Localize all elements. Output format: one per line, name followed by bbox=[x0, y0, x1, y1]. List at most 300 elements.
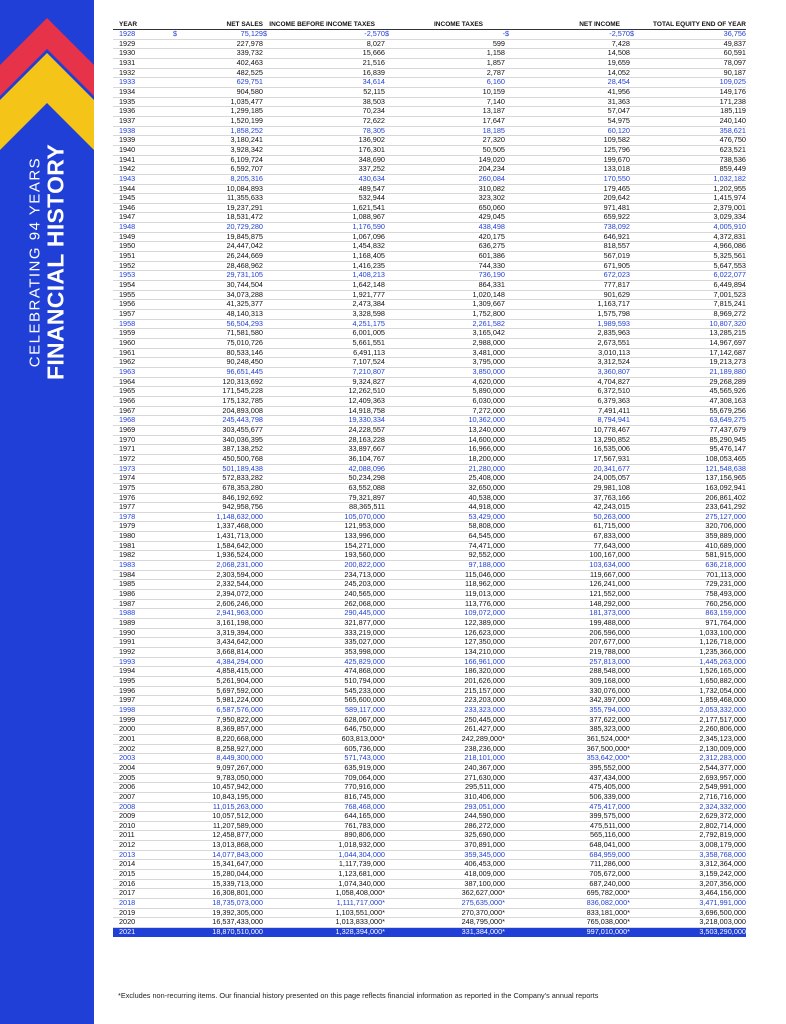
cell-income-taxes bbox=[385, 242, 505, 252]
cell-income-before-taxes bbox=[263, 107, 385, 117]
cell-value: 118,962,000 bbox=[464, 579, 505, 589]
cell-net-income bbox=[505, 358, 630, 368]
cell-value: 1,299,185 bbox=[230, 106, 263, 116]
table-row bbox=[113, 97, 746, 107]
cell-income-taxes bbox=[385, 628, 505, 638]
cell-net-income bbox=[505, 281, 630, 291]
cell-total-equity bbox=[630, 68, 746, 78]
cell-income-before-taxes bbox=[263, 165, 385, 175]
cell-value: 105,070,000 bbox=[344, 512, 385, 521]
cell-income-before-taxes bbox=[263, 821, 385, 831]
table-row bbox=[113, 223, 746, 233]
cell-value: 5,661,551 bbox=[352, 338, 385, 347]
cell-year bbox=[113, 512, 153, 522]
cell-value: 672,023 bbox=[603, 270, 630, 280]
cell-value: 2014 bbox=[119, 859, 136, 869]
cell-value: 1947 bbox=[119, 212, 136, 222]
cell-total-equity bbox=[630, 503, 746, 513]
cell-net-sales bbox=[153, 696, 263, 706]
cell-income-before-taxes bbox=[263, 908, 385, 918]
cell-net-income bbox=[505, 377, 630, 387]
cell-year bbox=[113, 744, 153, 754]
cell-value: 1,337,468,000 bbox=[216, 521, 263, 531]
table-row bbox=[113, 464, 746, 474]
cell-income-before-taxes bbox=[263, 628, 385, 638]
cell-value: 506,339,000 bbox=[589, 792, 630, 801]
cell-value: 80,533,146 bbox=[226, 348, 263, 357]
cell-value: 6,372,510 bbox=[597, 386, 630, 396]
table-row bbox=[113, 850, 746, 860]
cell-value: 6,001,005 bbox=[352, 328, 385, 338]
cell-value: 2020 bbox=[119, 917, 136, 927]
cell-net-income bbox=[505, 734, 630, 744]
cell-value: 38,503 bbox=[362, 97, 385, 106]
cell-value: 1951 bbox=[119, 251, 136, 261]
cell-income-before-taxes bbox=[263, 561, 385, 571]
cell-value: 410,689,000 bbox=[705, 541, 746, 550]
cell-value: 342,397,000 bbox=[589, 695, 630, 705]
cell-value: 628,067,000 bbox=[344, 715, 385, 724]
cell-value: 121,548,638 bbox=[705, 464, 746, 473]
cell-value: 50,505 bbox=[482, 145, 505, 154]
cell-income-before-taxes bbox=[263, 590, 385, 600]
cell-net-income bbox=[505, 850, 630, 860]
cell-value: 45,565,926 bbox=[709, 386, 746, 396]
currency-symbol: $ bbox=[173, 29, 178, 38]
cell-value: 242,289,000* bbox=[461, 734, 505, 743]
cell-value: 646,921 bbox=[603, 232, 630, 241]
cell-value: 729,231,000 bbox=[705, 579, 746, 589]
cell-income-taxes bbox=[385, 860, 505, 870]
cell-value: 275,127,000 bbox=[705, 512, 746, 521]
cell-total-equity bbox=[630, 870, 746, 880]
cell-total-equity bbox=[630, 454, 746, 464]
cell-value: 78,097 bbox=[723, 58, 746, 67]
cell-income-taxes bbox=[385, 928, 505, 937]
cell-value: 113,776,000 bbox=[464, 599, 505, 608]
cell-income-taxes bbox=[385, 590, 505, 600]
table-row bbox=[113, 58, 746, 68]
cell-value: 1965 bbox=[119, 386, 136, 396]
cell-net-income bbox=[505, 860, 630, 870]
cell-income-taxes bbox=[385, 638, 505, 648]
cell-value: 13,013,868,000 bbox=[212, 840, 263, 850]
cell-year bbox=[113, 705, 153, 715]
cell-value: 3,360,807 bbox=[597, 367, 630, 376]
cell-value: 109,582 bbox=[603, 135, 630, 145]
cell-income-taxes bbox=[385, 30, 505, 40]
cell-value: 2007 bbox=[119, 792, 136, 801]
cell-total-equity bbox=[630, 165, 746, 175]
cell-value: 571,743,000 bbox=[344, 753, 385, 763]
cell-value: 17,142,687 bbox=[709, 348, 746, 357]
table-row bbox=[113, 425, 746, 435]
cell-value: 320,706,000 bbox=[705, 521, 746, 531]
table-row bbox=[113, 638, 746, 648]
cell-income-taxes bbox=[385, 532, 505, 542]
cell-value: 1,103,551,000* bbox=[335, 908, 385, 917]
cell-value: 50,263,000 bbox=[593, 512, 630, 521]
cell-value: 60,120 bbox=[607, 126, 630, 135]
cell-value: 2,324,332,000 bbox=[699, 802, 746, 811]
cell-value: 1980 bbox=[119, 531, 136, 541]
cell-total-equity bbox=[630, 821, 746, 831]
cell-value: 7,950,822,000 bbox=[216, 715, 263, 724]
cell-value: 10,362,000 bbox=[468, 415, 505, 425]
cell-total-equity bbox=[630, 715, 746, 725]
cell-income-taxes bbox=[385, 290, 505, 300]
cell-net-sales bbox=[153, 300, 263, 310]
cell-net-sales bbox=[153, 928, 263, 937]
cell-net-sales bbox=[153, 638, 263, 648]
cell-net-sales bbox=[153, 590, 263, 600]
cell-value: 1930 bbox=[119, 48, 136, 58]
cell-income-before-taxes bbox=[263, 763, 385, 773]
cell-net-income bbox=[505, 464, 630, 474]
cell-income-taxes bbox=[385, 474, 505, 484]
cell-value: 28,163,228 bbox=[348, 435, 385, 444]
cell-value: 6,491,113 bbox=[353, 348, 385, 357]
cell-net-income bbox=[505, 39, 630, 49]
cell-value: 9,324,827 bbox=[352, 377, 385, 386]
cell-value: 1953 bbox=[119, 270, 136, 280]
cell-value: 1986 bbox=[119, 589, 136, 599]
cell-value: 2,835,963 bbox=[597, 328, 630, 338]
cell-value: 3,795,000 bbox=[472, 357, 505, 367]
cell-value: 331,384,000* bbox=[461, 927, 505, 937]
cell-value: 760,256,000 bbox=[705, 599, 746, 608]
cell-income-before-taxes bbox=[263, 310, 385, 320]
cell-year bbox=[113, 329, 153, 339]
table-row bbox=[113, 590, 746, 600]
cell-value: 3,218,003,000 bbox=[699, 917, 746, 927]
cell-value: 711,286,000 bbox=[589, 859, 630, 869]
cell-total-equity bbox=[630, 58, 746, 68]
cell-value: 758,493,000 bbox=[705, 589, 746, 599]
cell-net-sales bbox=[153, 242, 263, 252]
table-row bbox=[113, 116, 746, 126]
cell-value: 3,165,042 bbox=[472, 328, 505, 338]
cell-value: 7,491,411 bbox=[598, 406, 630, 415]
cell-value: 2,693,957,000 bbox=[699, 773, 746, 782]
cell-year bbox=[113, 812, 153, 822]
cell-income-before-taxes bbox=[263, 145, 385, 155]
cell-year bbox=[113, 290, 153, 300]
cell-value: 1978 bbox=[119, 512, 136, 521]
cell-income-taxes bbox=[385, 705, 505, 715]
table-row bbox=[113, 667, 746, 677]
cell-net-sales bbox=[153, 416, 263, 426]
cell-net-sales bbox=[153, 522, 263, 532]
cell-year bbox=[113, 648, 153, 658]
cell-value: 387,100,000 bbox=[464, 879, 505, 888]
cell-income-taxes bbox=[385, 165, 505, 175]
cell-value: 475,417,000 bbox=[589, 802, 630, 811]
table-row bbox=[113, 483, 746, 493]
cell-income-before-taxes bbox=[263, 831, 385, 841]
cell-value: 200,822,000 bbox=[344, 560, 385, 570]
cell-net-sales bbox=[153, 763, 263, 773]
cell-value: 1945 bbox=[119, 193, 136, 203]
cell-value: 1,936,524,000 bbox=[216, 550, 263, 560]
cell-income-taxes bbox=[385, 58, 505, 68]
cell-net-sales bbox=[153, 483, 263, 493]
cell-income-taxes bbox=[385, 686, 505, 696]
cell-net-sales bbox=[153, 512, 263, 522]
cell-value: 1,408,213 bbox=[352, 270, 385, 280]
cell-year bbox=[113, 889, 153, 899]
cell-value: 109,072,000 bbox=[464, 608, 505, 618]
cell-value: 2,941,963,000 bbox=[216, 608, 263, 618]
cell-total-equity bbox=[630, 686, 746, 696]
cell-value: 31,363 bbox=[607, 97, 630, 106]
cell-value: 325,690,000 bbox=[464, 830, 505, 840]
cell-value: 1999 bbox=[119, 715, 136, 724]
cell-year bbox=[113, 203, 153, 213]
cell-income-before-taxes bbox=[263, 619, 385, 629]
cell-value: 353,998,000 bbox=[344, 647, 385, 656]
cell-income-before-taxes bbox=[263, 715, 385, 725]
cell-value: 1,111,717,000* bbox=[336, 898, 385, 908]
table-row bbox=[113, 396, 746, 406]
table-row bbox=[113, 310, 746, 320]
cell-value: 1962 bbox=[119, 357, 136, 367]
cell-value: 1931 bbox=[119, 58, 136, 67]
cell-value: 148,292,000 bbox=[589, 599, 630, 608]
cell-total-equity bbox=[630, 252, 746, 262]
cell-value: 44,918,000 bbox=[468, 502, 505, 512]
cell-net-sales bbox=[153, 445, 263, 455]
cell-income-taxes bbox=[385, 493, 505, 503]
cell-year bbox=[113, 841, 153, 851]
cell-income-taxes bbox=[385, 87, 505, 97]
cell-value: 10,057,512,000 bbox=[212, 811, 263, 821]
cell-value: 199,670 bbox=[603, 155, 630, 164]
cell-total-equity bbox=[630, 261, 746, 271]
cell-value: 1928 bbox=[119, 29, 136, 38]
cell-value: 60,591 bbox=[723, 48, 746, 58]
cell-income-before-taxes bbox=[263, 300, 385, 310]
cell-net-sales bbox=[153, 107, 263, 117]
cell-value: 13,240,000 bbox=[468, 425, 505, 434]
cell-income-before-taxes bbox=[263, 242, 385, 252]
cell-value: 1963 bbox=[119, 367, 136, 376]
cell-value: 108,053,465 bbox=[705, 454, 746, 463]
cell-net-sales bbox=[153, 406, 263, 416]
cell-value: 671,905 bbox=[603, 261, 630, 270]
cell-value: 75,010,726 bbox=[226, 338, 263, 347]
cell-value: 1983 bbox=[119, 560, 136, 570]
cell-value: 33,897,667 bbox=[348, 444, 385, 454]
cell-value: 61,715,000 bbox=[593, 521, 630, 531]
cell-income-before-taxes bbox=[263, 599, 385, 609]
cell-value: 1949 bbox=[119, 232, 136, 241]
cell-value: 207,677,000 bbox=[589, 637, 630, 647]
table-row bbox=[113, 725, 746, 735]
table-row bbox=[113, 174, 746, 184]
cell-value: 942,958,756 bbox=[222, 502, 263, 512]
table-row bbox=[113, 812, 746, 822]
cell-total-equity bbox=[630, 87, 746, 97]
cell-year bbox=[113, 821, 153, 831]
cell-value: 6,379,363 bbox=[597, 396, 630, 405]
cell-value: 429,045 bbox=[478, 212, 505, 222]
cell-value: 1,032,182 bbox=[713, 174, 746, 183]
cell-value: 362,627,000* bbox=[461, 888, 505, 898]
cell-net-income bbox=[505, 223, 630, 233]
cell-net-sales bbox=[153, 213, 263, 223]
cell-value: 1,752,800 bbox=[472, 309, 505, 319]
cell-net-sales bbox=[153, 454, 263, 464]
cell-year bbox=[113, 435, 153, 445]
cell-value: 41,325,377 bbox=[226, 299, 263, 309]
cell-income-taxes bbox=[385, 329, 505, 339]
cell-year bbox=[113, 281, 153, 291]
cell-value: 1977 bbox=[119, 502, 136, 512]
cell-value: 418,009,000 bbox=[464, 869, 505, 879]
table-row bbox=[113, 271, 746, 281]
cell-year bbox=[113, 416, 153, 426]
cell-total-equity bbox=[630, 512, 746, 522]
cell-income-taxes bbox=[385, 310, 505, 320]
cell-value: 29,981,108 bbox=[593, 483, 630, 492]
cell-value: 646,750,000 bbox=[344, 724, 385, 734]
cell-value: 623,521 bbox=[719, 145, 746, 154]
cell-value: 16,966,000 bbox=[468, 444, 505, 454]
cell-net-sales bbox=[153, 203, 263, 213]
cell-value: 1,033,100,000 bbox=[699, 628, 746, 637]
cell-value: 179,465 bbox=[603, 184, 630, 193]
cell-value: 240,565,000 bbox=[344, 589, 385, 599]
cell-value: 2,716,716,000 bbox=[699, 792, 746, 801]
cell-income-taxes bbox=[385, 271, 505, 281]
cell-value: 474,868,000 bbox=[344, 666, 385, 676]
cell-net-income bbox=[505, 561, 630, 571]
cell-net-income bbox=[505, 416, 630, 426]
cell-value: 3,928,342 bbox=[230, 145, 263, 154]
cell-income-taxes bbox=[385, 261, 505, 271]
cell-value: 122,389,000 bbox=[464, 618, 505, 628]
cell-net-sales bbox=[153, 802, 263, 812]
cell-income-before-taxes bbox=[263, 899, 385, 909]
cell-value: 1,431,713,000 bbox=[216, 531, 263, 541]
cell-value: 74,471,000 bbox=[468, 541, 505, 550]
cell-year bbox=[113, 396, 153, 406]
cell-value: 15,339,713,000 bbox=[212, 879, 263, 888]
cell-value: 14,600,000 bbox=[468, 435, 505, 444]
cell-net-sales bbox=[153, 705, 263, 715]
cell-net-income bbox=[505, 831, 630, 841]
cell-total-equity bbox=[630, 522, 746, 532]
table-row bbox=[113, 541, 746, 551]
cell-value: 34,614 bbox=[362, 77, 385, 87]
cell-income-before-taxes bbox=[263, 483, 385, 493]
cell-net-sales bbox=[153, 667, 263, 677]
cell-income-taxes bbox=[385, 39, 505, 49]
cell-income-taxes bbox=[385, 648, 505, 658]
cell-net-sales bbox=[153, 329, 263, 339]
cell-income-before-taxes bbox=[263, 271, 385, 281]
cell-income-before-taxes bbox=[263, 464, 385, 474]
cell-value: 204,234 bbox=[478, 164, 505, 174]
cell-value: 1,621,541 bbox=[352, 203, 385, 212]
cell-total-equity bbox=[630, 387, 746, 397]
cell-year bbox=[113, 561, 153, 571]
cell-income-taxes bbox=[385, 870, 505, 880]
cell-net-income bbox=[505, 87, 630, 97]
cell-income-taxes bbox=[385, 908, 505, 918]
cell-income-taxes bbox=[385, 425, 505, 435]
cell-income-before-taxes bbox=[263, 512, 385, 522]
cell-value: 2,260,806,000 bbox=[699, 724, 746, 734]
cell-value: 11,207,589,000 bbox=[212, 821, 263, 830]
table-row bbox=[113, 522, 746, 532]
cell-value: 16,537,433,000 bbox=[212, 917, 263, 927]
cell-value: 24,005,057 bbox=[593, 473, 630, 483]
cell-value: 1,454,832 bbox=[352, 241, 385, 251]
cell-total-equity bbox=[630, 155, 746, 165]
cell-value: 2005 bbox=[119, 773, 136, 782]
cell-value: 257,813,000 bbox=[589, 657, 630, 666]
cell-income-before-taxes bbox=[263, 290, 385, 300]
cell-value: 233,323,000 bbox=[464, 705, 505, 714]
cell-value: 5,981,224,000 bbox=[216, 695, 263, 705]
cell-value: 21,189,880 bbox=[709, 367, 746, 376]
cell-year bbox=[113, 310, 153, 320]
cell-value: 1938 bbox=[119, 126, 136, 135]
cell-value: 1952 bbox=[119, 261, 136, 270]
cell-year bbox=[113, 87, 153, 97]
cell-value: 4,005,910 bbox=[713, 222, 746, 232]
table-row bbox=[113, 155, 746, 165]
cell-net-sales bbox=[153, 812, 263, 822]
cell-net-sales bbox=[153, 841, 263, 851]
cell-value: 3,312,364,000 bbox=[699, 859, 746, 869]
cell-total-equity bbox=[630, 802, 746, 812]
cell-value: 2,787 bbox=[486, 68, 505, 77]
cell-value: 261,427,000 bbox=[464, 724, 505, 734]
table-row bbox=[113, 348, 746, 358]
cell-net-sales bbox=[153, 676, 263, 686]
cell-value: 57,047 bbox=[607, 106, 630, 116]
table-row bbox=[113, 841, 746, 851]
cell-income-taxes bbox=[385, 792, 505, 802]
cell-value: 370,891,000 bbox=[464, 840, 505, 850]
cell-income-taxes bbox=[385, 821, 505, 831]
cell-year bbox=[113, 184, 153, 194]
cell-year bbox=[113, 850, 153, 860]
cell-income-taxes bbox=[385, 358, 505, 368]
cell-total-equity bbox=[630, 676, 746, 686]
cell-value: 5,890,000 bbox=[472, 386, 505, 396]
cell-value: 430,634 bbox=[358, 174, 385, 183]
cell-value: 1,642,148 bbox=[352, 280, 385, 290]
cell-net-income bbox=[505, 68, 630, 78]
cell-value: 12,458,877,000 bbox=[212, 830, 263, 840]
cell-income-before-taxes bbox=[263, 570, 385, 580]
cell-net-income bbox=[505, 889, 630, 899]
cell-net-income bbox=[505, 290, 630, 300]
cell-income-taxes bbox=[385, 715, 505, 725]
cell-value: 1,044,304,000 bbox=[338, 850, 385, 859]
cell-net-sales bbox=[153, 503, 263, 513]
cell-net-income bbox=[505, 387, 630, 397]
cell-income-before-taxes bbox=[263, 657, 385, 667]
cell-value: 1996 bbox=[119, 686, 136, 695]
cell-income-before-taxes bbox=[263, 879, 385, 889]
cell-net-income bbox=[505, 252, 630, 262]
table-row bbox=[113, 570, 746, 580]
